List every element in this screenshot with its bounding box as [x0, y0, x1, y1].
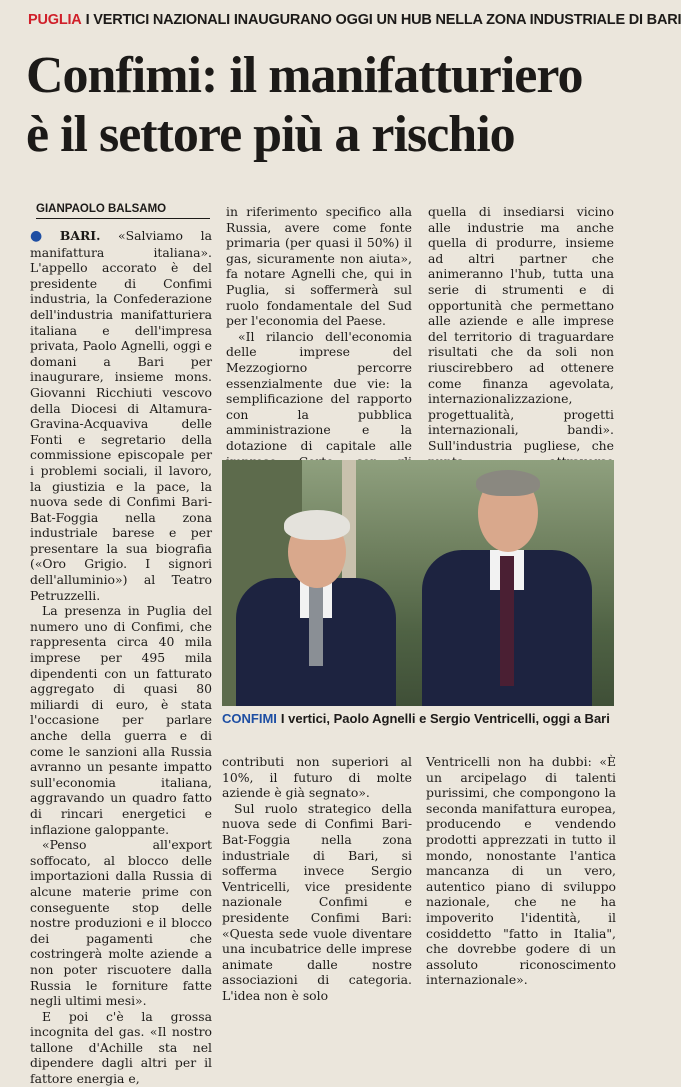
paragraph-text: «Salviamo la manifattura italiana». L'appello accorato è del presidente di Confimi industria, la Confederazione dell'industria manifatturiera italiana e dell'impresa privata, Paolo Agnelli, oggi e domani a Bari per inaugurare, insieme mons. Giovanni Ricchiuti vescovo della Diocesi di Altamura-Gravina-Acquaviva delle Fonti e segretario della commissione episcopale per i problemi sociali, il lavoro, la giustizia e la pace, la nuova sede di Confimi Bari-Bat-Foggia nella zona industriale barese e per presentare la sua biografia («Oro Grigio. I signori dell'alluminio») al Teatro Petruzzelli. — [30, 228, 212, 603]
article-column-2-top — [226, 204, 412, 458]
kicker — [28, 12, 681, 28]
article-column-2-bottom — [222, 754, 412, 1003]
article-column-3-bottom — [426, 754, 616, 990]
paragraph: «Il rilancio dell'economia delle imprese del Mezzogiorno percorre essenzialmente due vie: la semplificazione del rapporto con la pubblica amministrazione e la dotazione di capitale alle — [226, 328, 412, 453]
paragraph: quella di insediarsi vicino alle industrie ma anche quella di produrre, insieme ad altri partner che animeranno l'hub, tutta una serie di strumenti e di opportunità che permettano alle aziende e alle imprese del territorio di traguardare risultati che da soli non riuscirebbero ad ottenere come finanza agevolata, internazionalizzazione, progettualità, progetti internazionali, bandi». Sull'industria pugliese, che — [428, 204, 614, 453]
headline-line-1: Confimi: il manifatturiero — [26, 47, 583, 104]
paragraph: La presenza in Puglia del numero uno di Confimi, che rappresenta circa 40 mila imprese per 495 mila dipendenti con un fatturato aggregato di quasi 80 miliardi di euro, è stata l'occasione per parlare anche della guerra e di come le sanzioni alla Russia avranno un pesante impatto sull'economia italiana, aggravando un quadro fatto di rincari energetici e inflazione galoppante. — [30, 603, 212, 837]
dateline: BARI. — [59, 228, 101, 243]
photo-person-left — [236, 506, 396, 706]
article-photo — [222, 460, 614, 706]
paragraph: contributi non superiori al 10%, il futuro di molte aziende è già segnato». — [222, 754, 412, 801]
caption-tag: CONFIMI — [222, 711, 277, 726]
article-column-1 — [30, 228, 212, 1087]
bullet-icon: ● — [30, 228, 56, 244]
kicker-tag: PUGLIA — [28, 12, 82, 28]
paragraph: Ventricelli non ha dubbi: «È un arcipelago di talenti purissimi, che compongono la seconda manifattura europea, producendo e vendendo prodotti apprezzati in tutto il mondo, nonostante l'antica mancanza di un vero, autentico piano di sviluppo nazionale, che ne ha impoverito l'identità, il cosiddetto "fatto in Italia", che dovrebbe godere di un assoluto riconoscimento internazionale». — [426, 754, 616, 988]
article-column-3-top — [428, 204, 614, 458]
kicker-text: I VERTICI NAZIONALI INAUGURANO OGGI UN HUB NELLA ZONA INDUSTRIALE DI BARI — [85, 12, 681, 28]
paragraph: in riferimento specifico alla Russia, avere come fonte primaria (per quasi il 50%) il gas, sicuramente non aiuta», fa notare Agnelli che, qui in Puglia, si soffermerà sul ruolo fondamentale del Sud per l'economia del Paese. — [226, 204, 412, 329]
byline: GIANPAOLO BALSAMO — [36, 203, 210, 219]
caption-text: I vertici, Paolo Agnelli e Sergio Ventricelli, oggi a Bari — [280, 711, 610, 726]
photo-person-right — [422, 466, 592, 706]
headline-line-2: è il settore più a rischio — [26, 106, 515, 163]
photo-caption — [222, 711, 622, 726]
paragraph: Sul ruolo strategico della nuova sede di Confimi Bari-Bat-Foggia nella zona industriale di Bari, si sofferma invece Sergio Ventricelli, vice presidente nazionale Confimi e presidente Confimi Bari: «Questa sede vuole diventare una incubatrice delle imprese animate dalle nostre associazioni di categoria. L'idea non è solo — [222, 800, 412, 1003]
paragraph: E poi c'è la grossa incognita del gas. «Il nostro tallone d'Achille sta nel dipendere dagli altri per il fattore energia e, — [30, 1008, 212, 1087]
paragraph: «Penso all'export soffocato, al blocco delle importazioni dalla Russia di alcune materie prime con conseguente stop delle nostre produzioni e il blocco dei pagamenti che costringerà molte aziende a non poter riscuotere dalla Russia le forniture fatte negli ultimi mesi». — [30, 837, 212, 1009]
headline — [26, 46, 626, 164]
paragraph — [30, 228, 212, 603]
